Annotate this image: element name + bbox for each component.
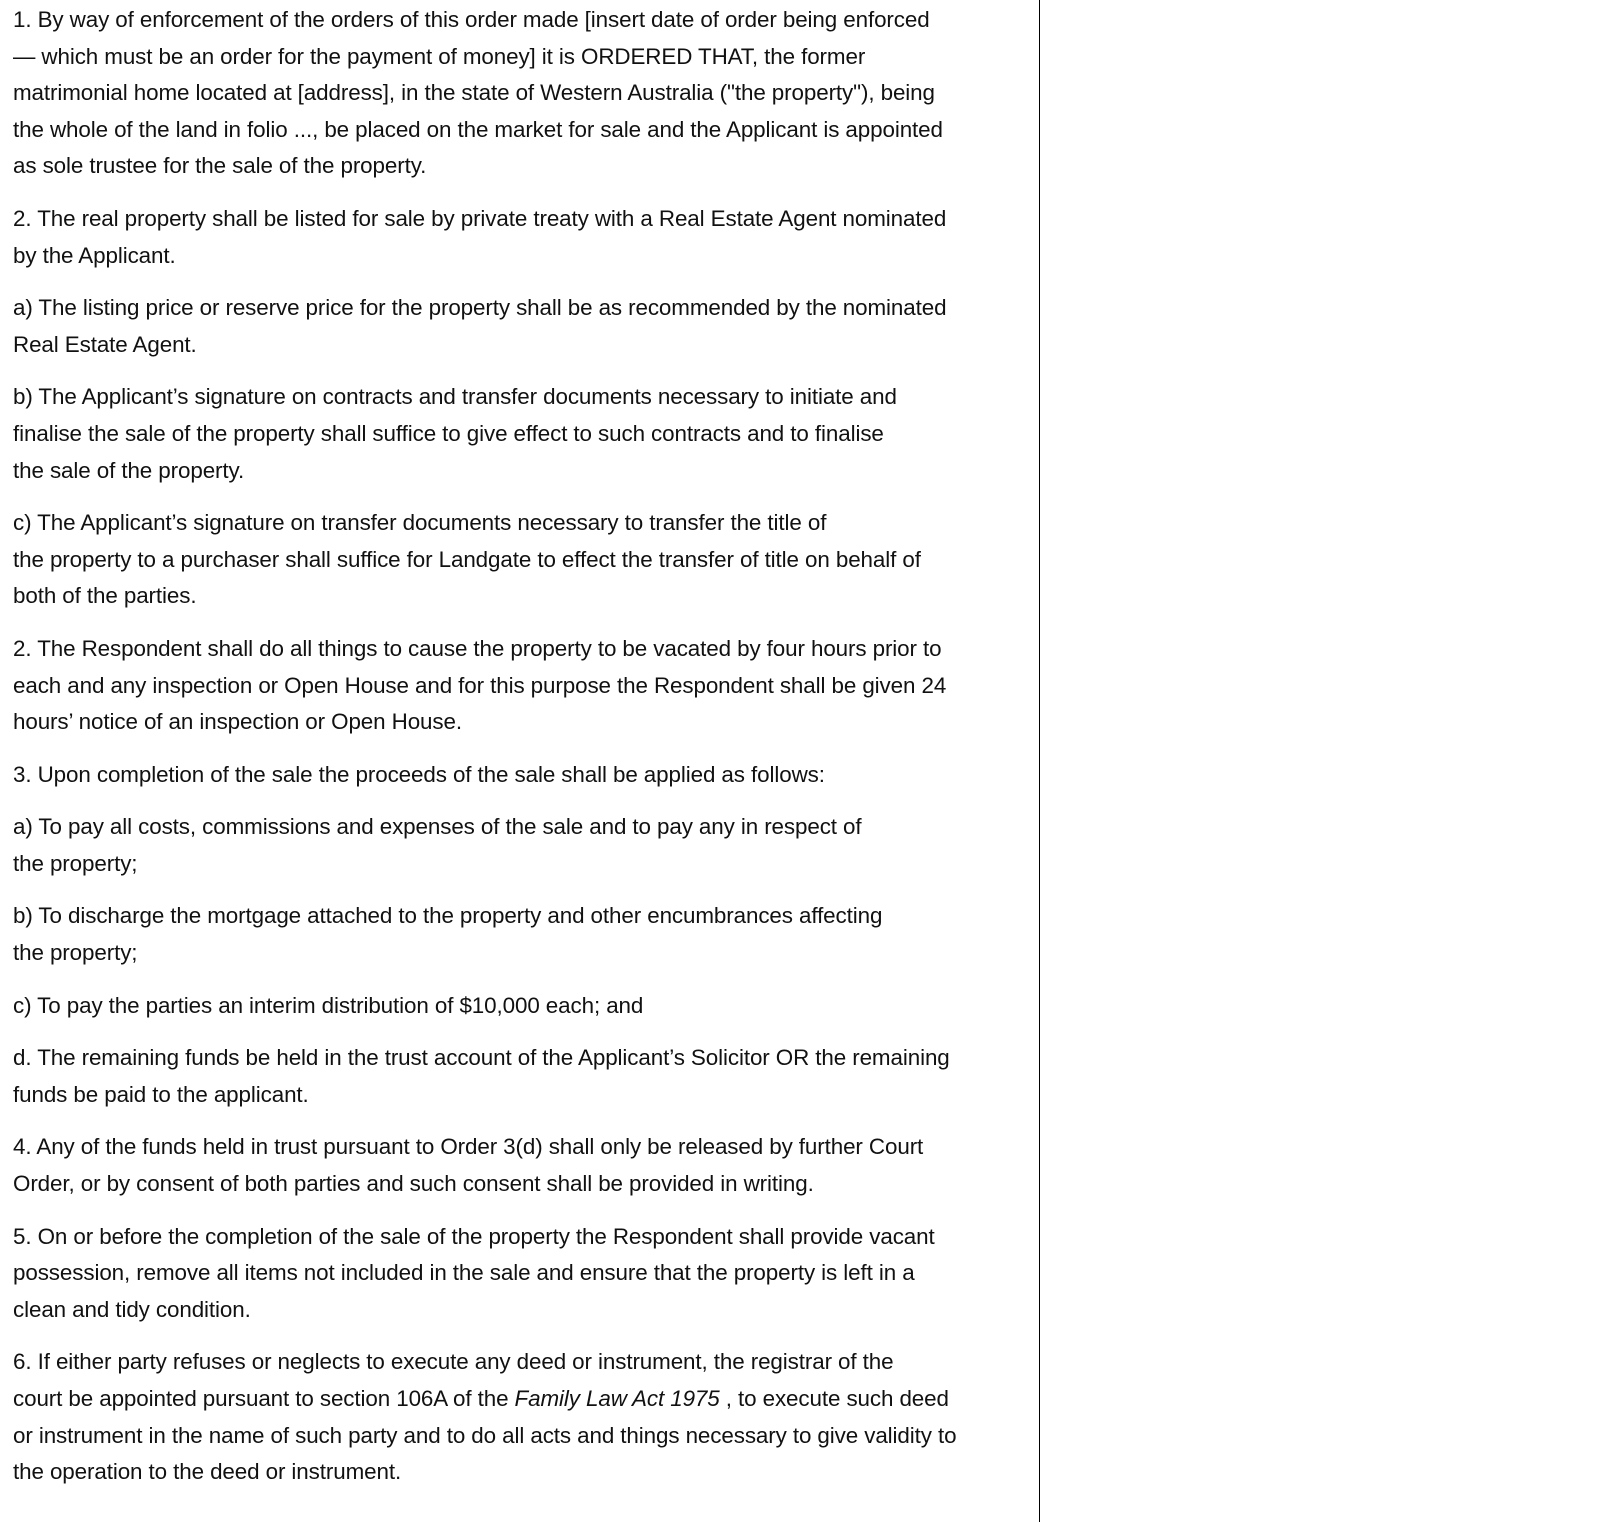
paragraph-p2 [13, 201, 1039, 274]
paragraph-line: a) The listing price or reserve price for the property shall be as recommended by the nominated [13, 295, 947, 321]
paragraph-list [13, 2, 1039, 1328]
paragraph-line: both of the parties. [13, 583, 197, 609]
paragraph-p3b [13, 898, 1039, 971]
paragraph-line: funds be paid to the applicant. [13, 1081, 309, 1107]
paragraph-line: 2. The real property shall be listed for sale by private treaty with a Real Estate Agent nominated [13, 205, 947, 231]
paragraph-p2-respondent [13, 631, 1039, 741]
paragraph-line: b) The Applicant’s signature on contracts and transfer documents necessary to initiate and [13, 384, 897, 410]
paragraph-line: each and any inspection or Open House and for this purpose the Respondent shall be given 24 [13, 672, 947, 698]
paragraph-line: the property; [13, 850, 138, 876]
paragraph-line: 1. By way of enforcement of the orders of this order made [insert date of order being enforced [13, 7, 930, 32]
paragraph-line: possession, remove all items not included in the sale and ensure that the property is left in a [13, 1260, 915, 1286]
paragraph-line: Order, or by consent of both parties and such consent shall be provided in writing. [13, 1171, 814, 1197]
paragraph-6-line-1: 6. If either party refuses or neglects to execute any deed or instrument, the registrar of the [13, 1349, 894, 1375]
paragraph-line: a) To pay all costs, commissions and expenses of the sale and to pay any in respect of [13, 814, 862, 840]
paragraph-line: as sole trustee for the sale of the property. [13, 153, 427, 179]
paragraph-line: 5. On or before the completion of the sale of the property the Respondent shall provide vacant [13, 1223, 935, 1249]
paragraph-line: — which must be an order for the payment of money] it is ORDERED THAT, the former [13, 43, 866, 69]
paragraph-line: the sale of the property. [13, 457, 245, 483]
paragraph-line: finalise the sale of the property shall suffice to give effect to such contracts and to finalise [13, 420, 884, 446]
paragraph-line: 2. The Respondent shall do all things to cause the property to be vacated by four hours prior to [13, 635, 942, 661]
paragraph-p2b [13, 379, 1039, 489]
paragraph-line: the property to a purchaser shall suffice for Landgate to effect the transfer of title on behalf of [13, 546, 921, 572]
paragraph-p5 [13, 1219, 1039, 1329]
paragraph-line: by the Applicant. [13, 242, 176, 268]
paragraph-p2a [13, 290, 1039, 363]
paragraph-6 [13, 1344, 1039, 1490]
paragraph-6-line-2-start: court be appointed pursuant to section 106A of the [13, 1386, 515, 1411]
paragraph-p3c [13, 988, 1039, 1025]
paragraph-p2c [13, 505, 1039, 615]
paragraph-line: d. The remaining funds be held in the trust account of the Applicant’s Solicitor OR the remaining [13, 1045, 950, 1071]
paragraph-line: c) The Applicant’s signature on transfer documents necessary to transfer the title of [13, 510, 827, 536]
paragraph-line: b) To discharge the mortgage attached to the property and other encumbrances affecting [13, 903, 883, 929]
paragraph-line: hours’ notice of an inspection or Open House. [13, 709, 462, 735]
paragraph-p3a [13, 809, 1039, 882]
paragraph-6-line-2-end: , to execute such deed [719, 1386, 949, 1411]
paragraph-6-line-2 [13, 1381, 1029, 1418]
paragraph-p4 [13, 1129, 1039, 1202]
paragraph-p1 [13, 2, 1039, 185]
paragraph-p3d [13, 1040, 1039, 1113]
paragraph-6-line-3: or instrument in the name of such party and to do all acts and things necessary to give validity to [13, 1422, 957, 1448]
act-title: Family Law Act 1975 [514, 1386, 720, 1411]
paragraph-line: clean and tidy condition. [13, 1296, 251, 1322]
paragraph-line: 4. Any of the funds held in trust pursuant to Order 3(d) shall only be released by further Court [13, 1134, 924, 1160]
paragraph-line: matrimonial home located at [address], in the state of Western Australia ("the property"), being [13, 80, 935, 106]
paragraph-line: the whole of the land in folio ..., be placed on the market for sale and the Applicant is appointed [13, 116, 943, 142]
paragraph-line: Real Estate Agent. [13, 331, 197, 357]
paragraph-6-line-4: the operation to the deed or instrument. [13, 1459, 402, 1485]
paragraph-line: 3. Upon completion of the sale the proceeds of the sale shall be applied as follows: [13, 761, 825, 787]
paragraph-p3 [13, 757, 1039, 794]
paragraph-line: the property; [13, 940, 138, 966]
paragraph-line: c) To pay the parties an interim distribution of $10,000 each; and [13, 992, 644, 1018]
